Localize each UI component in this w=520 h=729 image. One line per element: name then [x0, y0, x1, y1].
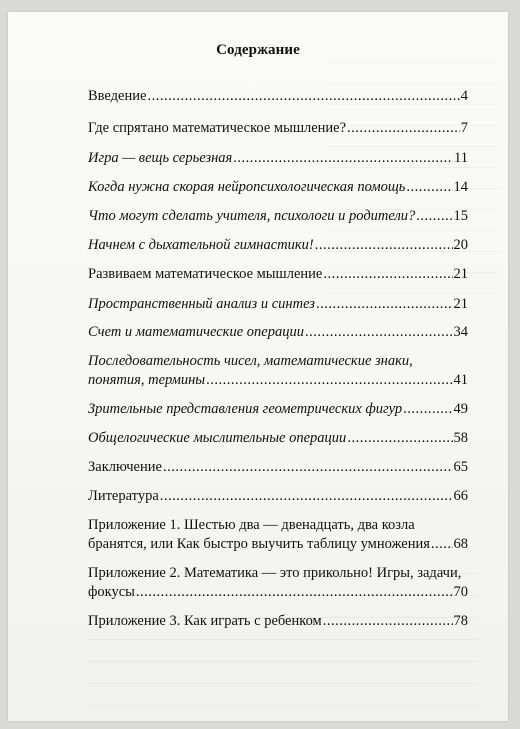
toc-entry[interactable] — [88, 352, 468, 390]
toc-entry-text: Счет и математические операции — [88, 324, 304, 340]
toc-leader-dots — [305, 323, 453, 342]
toc-entry-page: 21 — [453, 266, 468, 282]
toc-leader-dots — [316, 295, 453, 314]
toc-entry[interactable] — [88, 458, 468, 477]
toc-entry-text-line2: бранятся, или Как быстро выучить таблицу умножения — [88, 536, 430, 552]
toc-entry[interactable] — [88, 265, 468, 284]
toc-entry-text-line1: Приложение 1. Шестью два — двенадцать, два козла — [88, 517, 415, 533]
toc-leader-dots — [403, 400, 452, 419]
toc-entry[interactable] — [88, 323, 468, 342]
toc-entry-text: Введение — [88, 88, 147, 104]
toc-leader-dots — [431, 535, 453, 554]
toc-entry-page: 66 — [453, 488, 468, 504]
toc-entry[interactable] — [88, 207, 468, 226]
toc-leader-dots — [323, 612, 453, 631]
toc-leader-dots — [416, 207, 452, 226]
toc-leader-dots — [323, 265, 452, 284]
toc-entry-introduction[interactable] — [88, 87, 468, 106]
toc-entry-text: Что могут сделать учителя, психологи и родители? — [88, 208, 416, 224]
toc-entry-page: 14 — [453, 179, 468, 195]
toc-entry[interactable] — [88, 178, 468, 197]
toc-entry-page: 58 — [453, 430, 468, 446]
toc-entry-page: 20 — [453, 237, 468, 253]
toc-entry-text: Приложение 3. Как играть с ребенком — [88, 613, 322, 629]
toc-entry-page: 11 — [454, 150, 468, 166]
toc-entry[interactable] — [88, 516, 468, 554]
toc-entry-text: Зрительные представления геометрических фигур — [88, 401, 403, 417]
toc-entry-page: 78 — [453, 613, 468, 629]
toc-leader-dots — [206, 371, 452, 390]
toc-entry[interactable] — [88, 400, 468, 419]
toc-leader-dots — [347, 429, 452, 448]
toc-entry-text: Пространственный анализ и синтез — [88, 296, 315, 312]
toc-entry-page: 15 — [453, 208, 468, 224]
toc-entry-text: Когда нужна скорая нейропсихологическая помощь — [88, 179, 406, 195]
toc-entry-page: 34 — [453, 324, 468, 340]
toc-entry-text: Где спрятано математическое мышление? — [88, 120, 347, 136]
toc-leader-dots — [233, 149, 453, 168]
toc-entry-page: 41 — [453, 372, 468, 388]
toc-entry-text: Игра — вещь серьезная — [88, 150, 233, 166]
toc-entry-text-line1: Приложение 2. Математика — это прикольно! Игры, задачи, — [88, 565, 462, 581]
toc-leader-dots — [147, 87, 459, 106]
table-of-contents — [88, 87, 468, 631]
toc-entry-page: 49 — [453, 401, 468, 417]
toc-entry-page: 7 — [460, 120, 468, 136]
toc-entry-text-line2: фокусы — [88, 584, 135, 600]
toc-entry[interactable] — [88, 487, 468, 506]
toc-entry-text: Общелогические мыслительные операции — [88, 430, 347, 446]
toc-entry-page: 70 — [453, 584, 468, 600]
toc-entry[interactable] — [88, 295, 468, 314]
toc-entry-page: 68 — [453, 536, 468, 552]
toc-entry-text: Начнем с дыхательной гимнастики! — [88, 237, 314, 253]
page-title: Содержание — [216, 42, 300, 58]
toc-entry-text-line1: Последовательность чисел, математические знаки, — [88, 353, 413, 369]
toc-entry-text: Заключение — [88, 459, 162, 475]
toc-leader-dots — [136, 583, 453, 602]
book-page — [8, 12, 508, 721]
toc-entry-text-line2: понятия, термины — [88, 372, 206, 388]
toc-entry[interactable] — [88, 236, 468, 255]
toc-entry-text: Развиваем математическое мышление — [88, 266, 323, 282]
toc-entry[interactable] — [88, 564, 468, 602]
toc-leader-dots — [315, 236, 453, 255]
toc-entry-text: Литература — [88, 488, 159, 504]
toc-entry[interactable] — [88, 119, 468, 138]
toc-entry-page: 65 — [453, 459, 468, 475]
toc-entry[interactable] — [88, 612, 468, 631]
toc-entry-page: 4 — [460, 88, 468, 104]
toc-entry-page: 21 — [453, 296, 468, 312]
toc-entry[interactable] — [88, 429, 468, 448]
toc-entry[interactable] — [88, 149, 468, 168]
toc-leader-dots — [406, 178, 452, 197]
toc-leader-dots — [347, 119, 460, 138]
toc-leader-dots — [163, 458, 453, 477]
toc-leader-dots — [160, 487, 453, 506]
